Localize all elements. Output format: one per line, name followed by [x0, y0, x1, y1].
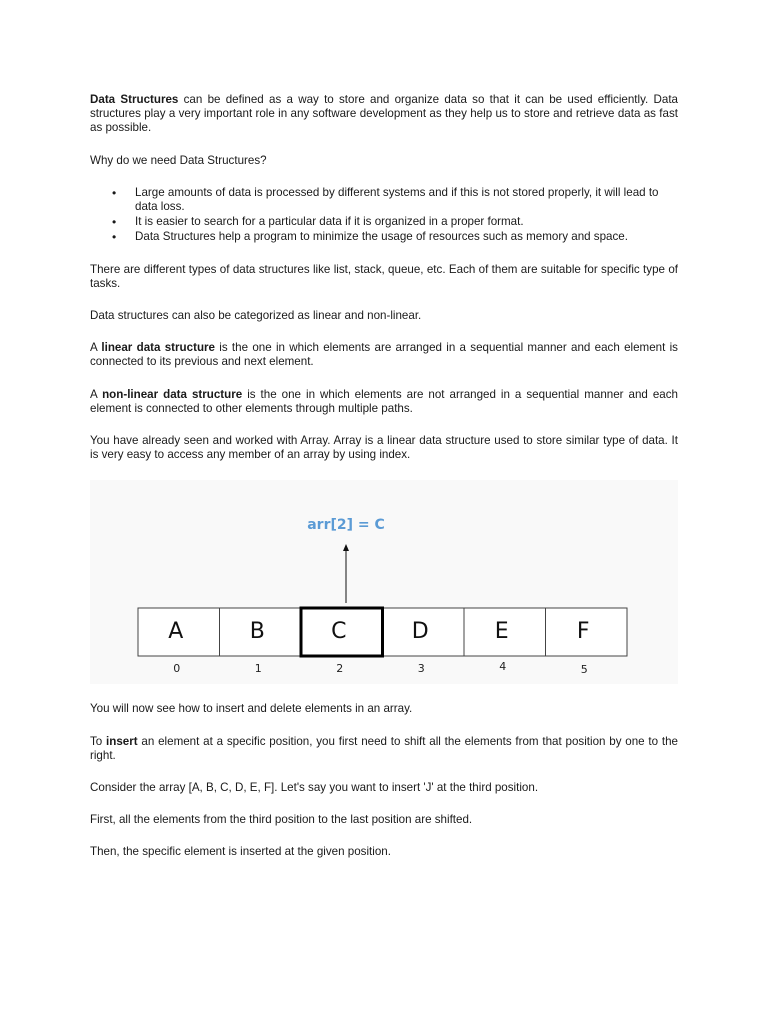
document-page — [90, 93, 678, 878]
types-paragraph: There are different types of data structures like list, stack, queue, etc. Each of them are suitable for specific type of tasks. — [90, 262, 678, 290]
array-cell-value: D — [411, 619, 429, 645]
array-diagram — [90, 480, 678, 684]
array-paragraph: You have already seen and worked with Array. Array is a linear data structure used to store similar type of data. It is very easy to access any member of an array by using index. — [90, 434, 678, 462]
array-indices — [173, 660, 588, 676]
insert-definition-paragraph — [90, 735, 678, 763]
linear-paragraph — [90, 341, 678, 369]
then-step-paragraph: Then, the specific element is inserted at the given position. — [90, 845, 391, 859]
reasons-list — [90, 186, 678, 245]
pointer-arrowhead — [343, 544, 349, 551]
list-item: • Data Structures help a program to minimize the usage of resources such as memory and space. — [135, 230, 678, 244]
linear-pre: A — [90, 341, 102, 355]
first-step-paragraph: First, all the elements from the third position to the last position are shifted. — [90, 813, 473, 827]
consider-paragraph: Consider the array [A, B, C, D, E, F]. Let's say you want to insert 'J' at the third position. — [90, 781, 539, 795]
why-heading: Why do we need Data Structures? — [90, 153, 267, 167]
array-cell-value: F — [576, 619, 590, 645]
array-cells — [138, 608, 627, 656]
insert-pre: To — [90, 734, 107, 748]
intro-term: Data Structures — [90, 93, 179, 106]
nonlinear-paragraph — [90, 388, 678, 416]
insert-text: an element at a specific position, you first need to shift all the elements from that position by one to the right. — [90, 734, 678, 762]
array-index-label: 4 — [499, 660, 507, 674]
intro-text: can be defined as a way to store and organize data so that it can be used efficiently. Data structures play a very important role in any software development as they help us to store and retrieve data as fast as possible. — [90, 93, 678, 135]
insert-term: insert — [106, 734, 138, 748]
array-cell-value: E — [494, 619, 509, 645]
categories-paragraph: Data structures can also be categorized as linear and non-linear. — [90, 309, 422, 323]
intro-paragraph — [90, 93, 678, 136]
list-item: • It is easier to search for a particular data if it is organized in a proper format. — [135, 215, 678, 229]
array-cell-value: A — [168, 619, 184, 645]
array-index-label: 5 — [580, 663, 588, 677]
array-figure — [90, 480, 678, 684]
list-item: • Large amounts of data is processed by different systems and if this is not stored properly, it will lead to data loss. — [135, 186, 678, 214]
linear-text: is the one in which elements are arranged in a sequential manner and each element is connected to its previous and next element. — [90, 341, 678, 369]
array-index-label: 0 — [173, 662, 181, 676]
linear-term: linear data structure — [101, 341, 215, 355]
array-cell-value: B — [249, 619, 265, 645]
array-index-label: 1 — [254, 662, 262, 676]
insert-intro-paragraph: You will now see how to insert and delete elements in an array. — [90, 702, 413, 716]
array-index-label: 2 — [336, 662, 344, 676]
index-access-label: arr[2] = C — [307, 517, 385, 534]
array-cell-value: C — [331, 619, 347, 645]
nonlinear-pre: A — [90, 387, 103, 401]
nonlinear-text: is the one in which elements are not arranged in a sequential manner and each element is connected to other elements through multiple paths. — [90, 387, 678, 415]
nonlinear-term: non-linear data structure — [102, 387, 243, 401]
array-index-label: 3 — [417, 662, 425, 676]
